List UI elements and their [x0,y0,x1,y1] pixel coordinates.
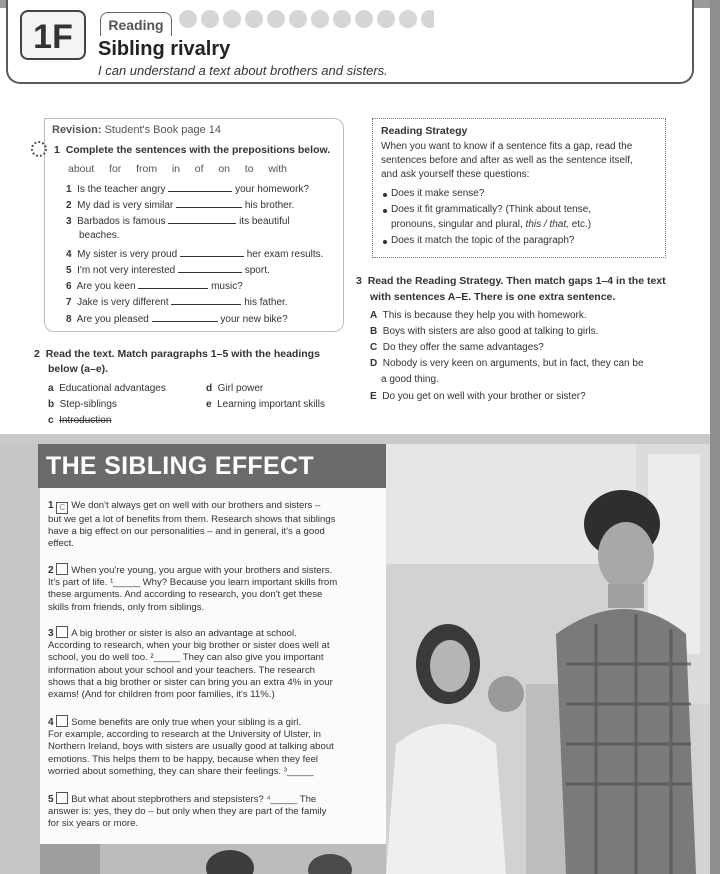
item-text-before: Jake is very different [77,297,169,308]
item-text-before: Barbados is famous [77,216,166,227]
option-text: Do you get on well with your brother or sister? [382,391,586,402]
paragraph-number: 1 [48,500,54,511]
header-pattern [174,6,434,32]
heading-letter: d [206,383,213,394]
heading-option [48,383,166,394]
option-letter: D [370,358,378,369]
exercise1-item [66,312,288,325]
article-paragraph-5 [48,792,378,831]
paragraph-line: school, you do well too. ²_____ They can also give you important [48,652,324,664]
item-number: 4 [66,249,72,260]
heading-letter: c [48,415,54,426]
strategy-line: and ask yourself these questions: [381,169,530,180]
paragraph-line: According to research, when your big brother or sister does well at [48,640,330,652]
option-text: Do they offer the same advantages? [382,342,544,353]
paragraph-line: We don't always get on well with our brothers and sisters – [71,500,321,511]
bullet-cont-text: pronouns, singular and plural, [391,219,523,230]
paragraph-line: Northern Ireland, boys with sisters are usually good at talking about [48,741,334,753]
exercise3-number: 3 [356,275,362,287]
lesson-code-badge: 1F [20,10,86,60]
option-letter: C [370,342,378,353]
paragraph-line: A big brother or sister is also an advantage at school. [71,628,297,639]
paragraph-line: shows that a big brother or sister can bring you an extra 4% in your [48,676,333,688]
word-bank-item: of [194,163,204,175]
answer-box[interactable]: C [56,502,68,514]
exercise2-heading [34,348,320,360]
answer-gap[interactable] [152,312,218,322]
sentence-option-cont: a good thing. [381,374,439,385]
item-text-after: his father. [244,297,288,308]
answer-gap[interactable] [168,214,236,224]
article-paragraph-1 [48,500,378,551]
heading-text: Girl power [217,383,264,394]
paragraph-line: information about your school and your teachers. The research [48,664,315,676]
strategy-line: sentences before and after as well as the sentence itself, [381,155,633,166]
option-letter: B [370,326,378,337]
item-number: 5 [66,265,72,276]
item-text-before: Is the teacher angry [77,184,166,195]
option-letter: E [370,391,377,402]
strategy-bullet-cont [391,219,591,230]
heading-letter: e [206,399,212,410]
page-title: Sibling rivalry [98,38,231,60]
option-text: Nobody is very keen on arguments, but in fact, they can be [382,358,644,369]
section-divider [0,434,710,444]
answer-box[interactable] [56,626,68,638]
heading-text: Learning important skills [217,399,325,410]
paragraph-line: emotions. This helps them to be happy, because when they feel [48,753,319,765]
exercise1-item-continuation: beaches. [79,230,120,241]
sentence-option [370,342,544,353]
strategy-title: Reading Strategy [381,125,468,137]
article-paragraph-3 [48,626,378,701]
answer-gap[interactable] [176,198,242,208]
item-number: 6 [66,281,72,292]
answer-gap[interactable] [171,295,241,305]
answer-box[interactable] [56,715,68,727]
item-text-before: Are you pleased [76,314,149,325]
item-text-after: her exam results. [246,249,324,260]
option-text: Boys with sisters are also good at talking to girls. [382,326,599,337]
item-text-before: My dad is very similar [77,200,174,211]
paragraph-line: For example, according to research at the University of Ulster, in [48,729,322,741]
paragraph-line: exams! (And for children from poor families, it's 11%.) [48,689,275,701]
word-bank-item: with [268,163,287,175]
bullet-icon [383,193,387,197]
paragraph-line: But what about stepbrothers and stepsisters? ⁴_____ The [71,794,317,805]
paragraph-line: It's part of life. ¹_____ Why? Because you learn important skills from [48,577,338,589]
exercise1-item [66,198,294,211]
answer-gap[interactable] [178,263,242,273]
item-number: 7 [66,297,72,308]
heading-option-used [48,415,111,426]
word-bank-item: about [68,163,95,175]
heading-text: Step-siblings [59,399,117,410]
paragraph-line: worried about something, they can share their feelings. ³_____ [48,765,314,777]
heading-letter: b [48,399,55,410]
word-bank-item: in [171,163,181,175]
item-text-after: your new bike? [220,314,288,325]
section-tab-reading: Reading [100,12,172,36]
exercise2-instruction: Read the text. Match paragraphs 1–5 with the headings [45,348,320,360]
exercise1-heading [54,144,330,156]
paragraph-number: 4 [48,717,54,728]
item-text-before: I'm not very interested [77,265,176,276]
item-text-after: your homework? [235,184,309,195]
word-bank-item: for [109,163,122,175]
sentence-option [370,310,587,321]
bullet-cont-text: etc.) [571,219,592,230]
heading-option [206,399,325,410]
word-bank [68,163,287,175]
item-text-after: its beautiful [239,216,290,227]
exercise3-heading [356,275,666,287]
article-title: THE SIBLING EFFECT [46,452,314,480]
answer-gap[interactable] [168,182,232,192]
paragraph-line: for six years or more. [48,818,139,830]
strategy-bullet: Does it match the topic of the paragraph? [391,235,575,246]
paragraph-line: skills from friends, only from siblings. [48,601,205,613]
strategy-bullet: Does it fit grammatically? (Think about tense, [391,204,592,215]
revision-heading [52,124,221,136]
revision-reference: Student's Book page 14 [104,124,222,136]
sentence-option [370,391,586,402]
exercise1-item [66,263,270,276]
heading-letter: a [48,383,54,394]
exercise1-item [66,295,288,308]
word-bank-item: on [218,163,231,175]
answer-gap[interactable] [138,279,208,289]
heading-text: Introduction [59,415,112,426]
paragraph-line: answer is: yes, they do – but only when they are part of the family [48,806,327,818]
heading-text: Educational advantages [59,383,166,394]
paragraph-number: 3 [48,628,54,639]
exercise1-item [66,247,323,260]
paragraph-number: 5 [48,794,54,805]
heading-option [206,383,263,394]
item-text-after: his brother. [244,200,295,211]
revision-label: Revision: [52,124,102,136]
answer-box[interactable] [56,563,68,575]
strategy-bullet: Does it make sense? [391,188,485,199]
bullet-icon [383,240,387,244]
item-number: 3 [66,216,72,227]
strategy-line: When you want to know if a sentence fits a gap, read the [381,141,633,152]
bullet-icon [383,209,387,213]
article-paragraph-2 [48,563,378,614]
paragraph-line: but we get a lot of benefits from them. Research shows that siblings [48,514,336,525]
exercise2-number: 2 [34,348,40,360]
paragraph-line: have a big effect on our personalities – and in general, it's a good [48,526,325,538]
paragraph-line: When you're young, you argue with your brothers and sisters. [71,565,333,576]
exercise1-item [66,214,290,227]
article-paragraph-4 [48,715,378,778]
paragraph-number: 2 [48,565,54,576]
paragraph-line: Some benefits are only true when your sibling is a girl. [71,717,302,728]
exercise3-instruction-cont: with sentences A–E. There is one extra sentence. [370,291,616,303]
page-edge [710,0,720,874]
word-bank-item: from [136,163,158,175]
exercise1-item [66,279,243,292]
exercise3-instruction: Read the Reading Strategy. Then match gaps 1–4 in the text [367,275,666,287]
option-letter: A [370,310,378,321]
item-number: 8 [66,314,72,325]
item-text-before: My sister is very proud [77,249,178,260]
sentence-option [370,326,598,337]
item-number: 1 [66,184,72,195]
option-text: This is because they help you with homework. [382,310,587,321]
item-text-after: music? [211,281,243,292]
item-text-after: sport. [244,265,270,276]
item-number: 2 [66,200,72,211]
heading-option [48,399,117,410]
exercise1-instruction: Complete the sentences with the prepositions below. [65,144,331,156]
bottom-photo-strip [40,844,386,874]
siblings-photo [386,444,710,874]
exercise1-number: 1 [54,144,60,156]
lesson-objective: I can understand a text about brothers and sisters. [98,63,388,78]
word-bank-item: to [244,163,254,175]
paragraph-line: these arguments. And according to research, you don't get these [48,589,323,601]
exercise2-instruction-cont: below (a–e). [48,363,109,375]
revision-icon [30,140,48,158]
paragraph-line: effect. [48,538,74,550]
answer-box[interactable] [56,792,68,804]
item-text-before: Are you keen [76,281,136,292]
sentence-option [370,358,644,369]
exercise1-item [66,182,309,195]
bullet-cont-italic: this / that, [525,219,569,230]
answer-gap[interactable] [180,247,244,257]
